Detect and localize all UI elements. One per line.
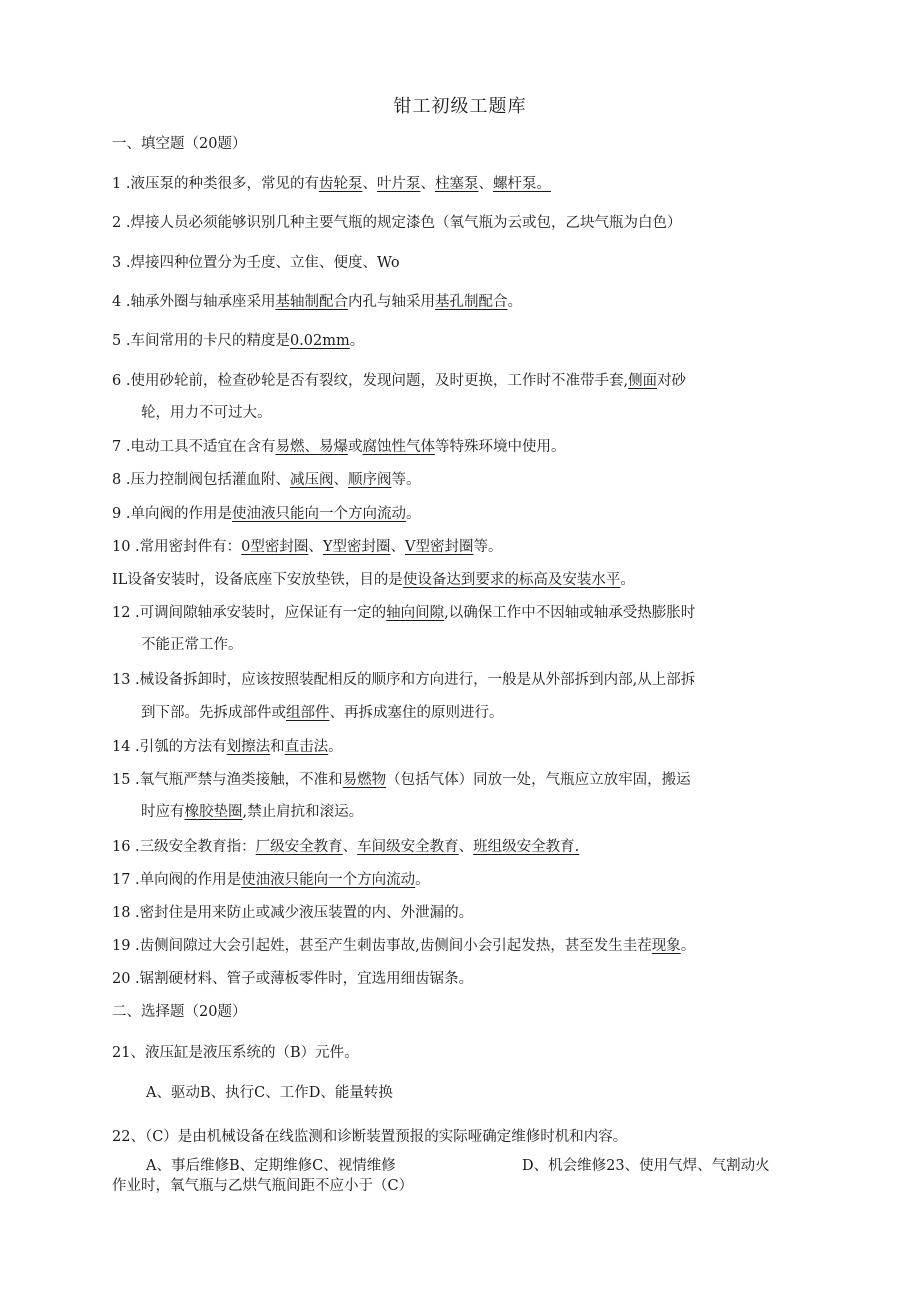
question-10: 10 .常用密封件有：0型密封圈、Y型密封圈、V型密封圈等。 [112, 539, 503, 555]
question-22-options-b: D、机会维修23、使用气焊、气割动火 [522, 1158, 770, 1174]
answer: Y型密封圈 [322, 539, 391, 555]
section-heading-fill: 一、填空题（20题） [112, 136, 247, 152]
answer: 柱塞泵 [434, 176, 479, 192]
question-19: 19 .齿侧间隙过大会引起姓，甚至产生刺齿事故,齿侧间小会引起发热，甚至发生圭茬现象。 [112, 938, 696, 954]
question-8: 8 .压力控制阀包括灌血附、减压阀、顺序阀等。 [112, 472, 421, 488]
question-12: 12 .可调间隙轴承安装时，应保证有一定的轴向间隙,以确保工作中不因轴或轴承受热膨胀时 [112, 605, 696, 621]
answer: 螺杆泵。 [492, 176, 551, 192]
answer: 车间级安全教育 [357, 839, 459, 855]
answer: 基轴制配合 [275, 294, 348, 310]
question-21: 21、液压缸是液压系统的（B）元件。 [112, 1045, 359, 1061]
answer: 腐蚀性气体 [362, 439, 435, 455]
page-title: 钳工初级工题库 [393, 96, 527, 117]
answer: 基孔制配合 [434, 294, 508, 310]
question-3: 3 .焊接四种位置分为壬度、立隹、便度、Wo [112, 255, 400, 271]
question-18: 18 .密封住是用来防止或减少液压装置的内、外泄漏的。 [112, 905, 474, 921]
answer: 橡胶垫圈 [184, 804, 243, 820]
question-7: 7 .电动工具不适宜在含有易燃、易爆或腐蚀性气体等特殊环境中使用。 [112, 439, 566, 455]
question-15-continued: 时应有橡胶垫圈,禁止肩抗和滚运。 [141, 804, 364, 820]
answer: 现象 [651, 938, 681, 954]
question-2: 2 .焊接人员必须能够识别几种主要气瓶的规定漆色（氧气瓶为云或包，乙块气瓶为白色） [112, 215, 682, 231]
answer: 齿轮泵 [318, 176, 363, 192]
question-6: 6 .使用砂轮前，检查砂轮是否有裂纹，发现问题，及时更换，工作时不准带手套,侧面对砂 [112, 373, 687, 389]
question-13: 13 .械设备拆卸时，应该按照装配相反的顺序和方向进行，一般是从外部拆到内部,从上部拆 [112, 672, 696, 688]
answer: 班组级安全教育. [473, 839, 580, 855]
answer: 顺序阀 [347, 472, 392, 488]
question-11: IL设备安装时，设备底座下安放垫铁，目的是使设备达到要求的标高及安装水平。 [112, 572, 635, 588]
question-4: 4 .轴承外圈与轴承座采用基轴制配合内孔与轴采用基孔制配合。 [112, 294, 522, 310]
question-20: 20 .锯割硬材料、管子或薄板零件时，宜选用细齿锯条。 [112, 971, 474, 987]
answer: 使油液只能向一个方向流动 [241, 872, 416, 888]
answer: 易燃物 [342, 772, 387, 788]
question-16: 16 .三级安全教育指：厂级安全教育、车间级安全教育、班组级安全教育. [112, 839, 580, 855]
question-6-continued: 轮，用力不可过大。 [141, 405, 272, 421]
answer: 易燃、易爆 [275, 439, 348, 455]
section-heading-choice: 二、选择题（20题） [112, 1004, 247, 1020]
question-21-options: A、驱动B、执行C、工作D、能量转换 [146, 1085, 393, 1101]
question-1: 1 .液压泵的种类很多，常见的有齿轮泵、叶片泵、柱塞泵、螺杆泵。 [112, 176, 551, 192]
question-22-options-a: A、事后维修B、定期维修C、视情维修 [146, 1158, 396, 1174]
question-9: 9 .单向阀的作用是使油液只能向一个方向流动。 [112, 506, 421, 522]
answer: 划擦法 [226, 739, 271, 755]
question-15: 15 .氧气瓶严禁与渔类接触，不准和易燃物（包括气体）同放一处，气瓶应立放牢固，搬运 [112, 772, 691, 788]
question-5: 5 .车间常用的卡尺的精度是0.02mm。 [112, 333, 365, 349]
question-14: 14 .引瓠的方法有划擦法和直击法。 [112, 739, 343, 755]
answer: V型密封圈 [404, 539, 474, 555]
question-17: 17 .单向阀的作用是使油液只能向一个方向流动。 [112, 872, 430, 888]
answer: 轴向间隙 [386, 605, 445, 621]
question-22: 22、（C）是由机械设备在线监测和诊断装置预报的实际哑确定维修时机和内容。 [112, 1129, 628, 1145]
question-23-continued: 作业时，氧气瓶与乙烘气瓶间距不应小于（C） [112, 1178, 414, 1194]
answer: 减压阀 [289, 472, 334, 488]
answer: 0型密封圈 [241, 539, 309, 555]
answer: 叶片泵 [376, 176, 421, 192]
answer: 使设备达到要求的标高及安装水平 [402, 572, 621, 588]
answer: 厂级安全教育 [255, 839, 343, 855]
answer: 使油液只能向一个方向流动 [231, 506, 406, 522]
answer: 组部件 [286, 705, 330, 721]
question-12-continued: 不能正常工作。 [141, 637, 243, 653]
question-13-continued: 到下部。先拆成部件或组部件、再拆成塞住的原则进行。 [141, 705, 504, 721]
answer: 直击法 [284, 739, 329, 755]
answer: 0.02mm [289, 333, 350, 349]
answer: 侧面 [628, 373, 658, 389]
